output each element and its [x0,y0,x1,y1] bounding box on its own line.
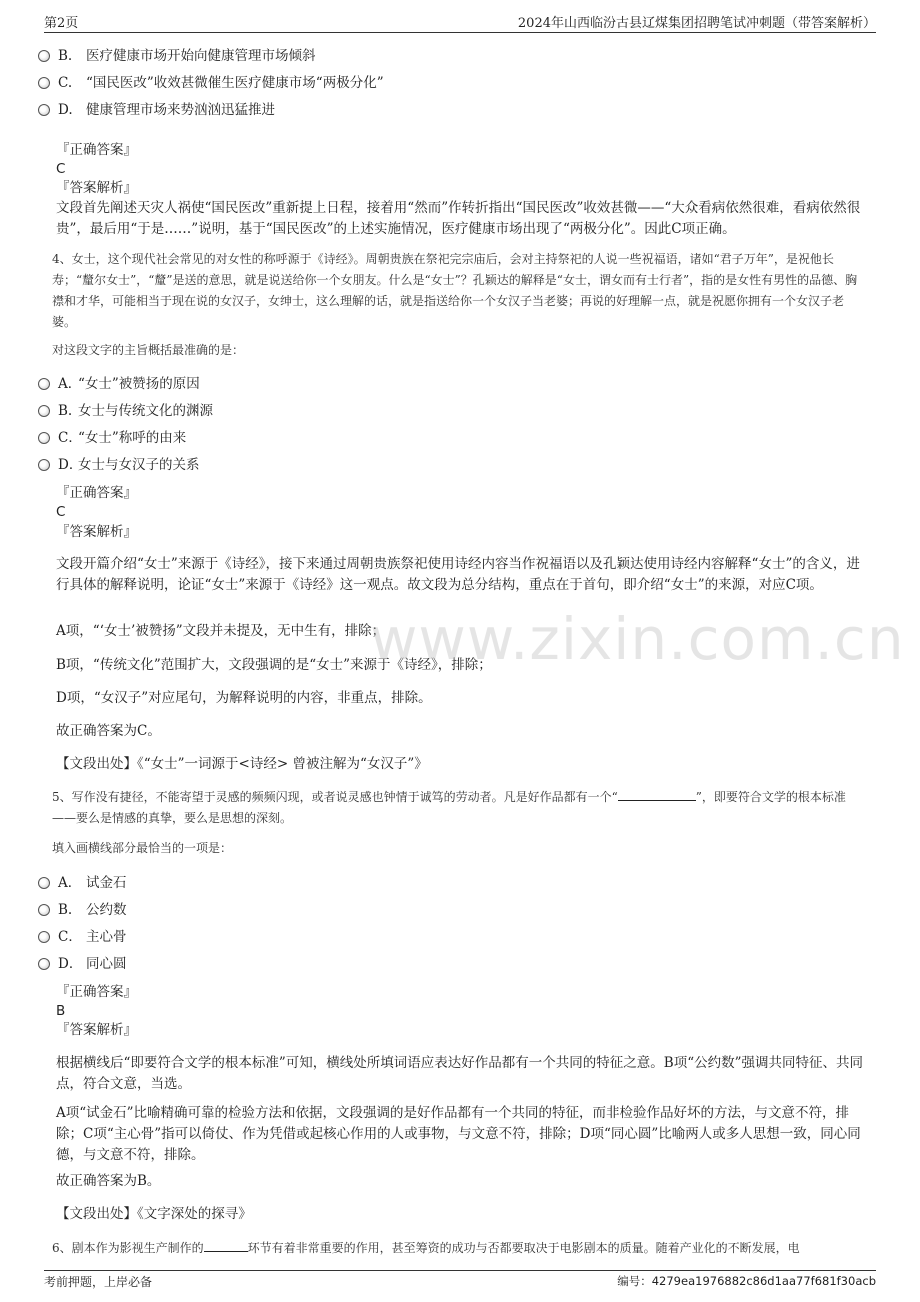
option-letter: A． [58,875,82,891]
option-text: 主心骨 [86,929,127,945]
q5-prompt: 填入画横线部分最恰当的一项是： [52,841,233,855]
q4-analysis-4: D项，“女汉子”对应尾句，为解释说明的内容，非重点，排除。 [56,690,432,706]
fill-blank [204,1239,248,1252]
q4-analysis-5: 故正确答案为C。 [56,723,161,739]
q4-answer-label: 『正确答案』 [56,485,137,501]
q5-source: 【文段出处】《文字深处的探寻》 [56,1206,252,1222]
radio-icon[interactable] [38,459,50,471]
q5-question [52,787,862,829]
option-text: “女士”称呼的由来 [78,430,187,446]
q5-analysis-1: 根据横线后“即要符合文学的根本标准”可知，横线处所填词语应表达好作品都有一个共同的特征之意。B项“公约数”强调共同特征、共同点，符合文意，当选。 [56,1055,864,1092]
page-header [44,10,876,33]
watermark: www.zixin.com.cn [370,605,905,673]
q5-text-before: 5、写作没有捷径，不能寄望于灵感的频频闪现，或者说灵感也钟情于诚笃的劳动者。凡是好作品都有一个“ [52,790,618,804]
q4-source: 【文段出处】《“女士”一词源于<诗经> 曾被注解为“女汉子”》 [56,756,428,772]
q4-analysis-2: A项，“‘女士’被赞扬”文段并未提及，无中生有，排除； [56,623,386,639]
q4-analysis-1: 文段开篇介绍“女士”来源于《诗经》，接下来通过周朝贵族祭祀使用诗经内容当作祝福语以及孔颖达使用诗经内容解释“女士”的含义，进行具体的解释说明，论证“女士”来源于《诗经》这一观点。故文段为总分结构，重点在于首句，即介绍“女士”的来源，对应C项。 [56,556,860,593]
option-text: 女士与传统文化的渊源 [78,403,213,419]
fill-blank [618,788,696,801]
option-letter: A． [58,376,82,392]
radio-icon[interactable] [38,50,50,62]
option-letter: B. [58,902,73,918]
q5-answer-label: 『正确答案』 [56,984,137,1000]
footer-slogan: 考前押题，上岸必备 [44,1275,153,1289]
q3-answer-label: 『正确答案』 [56,142,137,158]
radio-icon[interactable] [38,432,50,444]
document-id: 编号：4279ea1976882c86d1aa77f681f30acb [617,1274,876,1288]
option-letter: C． [58,929,82,945]
option-text: 女士与女汉子的关系 [78,457,200,473]
q3-answer: C [56,161,66,177]
radio-icon[interactable] [38,958,50,970]
radio-icon[interactable] [38,931,50,943]
option-text: “国民医改”收效甚微催生医疗健康市场“两极分化” [86,75,384,91]
option-letter: D． [58,956,83,972]
option-text: 同心圆 [86,956,127,972]
q4-answer: C [56,504,66,520]
q6-question [52,1238,862,1259]
radio-icon[interactable] [38,77,50,89]
q6-text-after: 环节有着非常重要的作用，甚至筹资的成功与否都要取决于电影剧本的质量。随着产业化的不断发展，电 [247,1241,800,1255]
q4-question: 4、女士，这个现代社会常见的对女性的称呼源于《诗经》。周朝贵族在祭祀完宗庙后，会对主持祭祀的人说一些祝福语，诸如“君子万年”，是祝他长寿；“釐尔女士”，“釐”是送的意思，就是说送给你一个女朋友。什么是“女士”？孔颖达的解释是“女士，谓女而有士行者”，指的是女性有男性的品德、胸襟和才华，可能相当于现在说的女汉子，女绅士，这么理解的话，就是指送给你一个女汉子当老婆；再说的好理解一点，就是祝愿你拥有一个女汉子老婆。 [52,252,858,329]
q4-analysis-label: 『答案解析』 [56,524,137,540]
option-text: 健康管理市场来势汹汹迅猛推进 [86,102,275,118]
q4-prompt: 对这段文字的主旨概括最准确的是： [52,343,245,357]
q3-analysis-label: 『答案解析』 [56,180,137,196]
q5-analysis-2: A项“试金石”比喻精确可靠的检验方法和依据，文段强调的是好作品都有一个共同的特征，而非检验作品好坏的方法，与文意不符，排除；C项“主心骨”指可以倚仗、作为凭借或起核心作用的人或事物，与文意不符，排除；D项“同心圆”比喻两人或多人思想一致，同心同德，与文意不符，排除。 [56,1105,861,1163]
q5-analysis-label: 『答案解析』 [56,1022,137,1038]
radio-icon[interactable] [38,904,50,916]
q4-analysis-3: B项，“传统文化”范围扩大，文段强调的是“女士”来源于《诗经》，排除； [56,657,492,673]
radio-icon[interactable] [38,405,50,417]
page-number: 第2页 [44,16,79,31]
radio-icon[interactable] [38,877,50,889]
q5-analysis-3: 故正确答案为B。 [56,1173,161,1189]
option-letter: D. [58,102,73,118]
option-letter: C. [58,75,73,91]
option-letter: B. [58,48,73,64]
option-text: 公约数 [86,902,127,918]
q3-analysis: 文段首先阐述天灾人祸使“国民医改”重新提上日程，接着用“然而”作转折指出“国民医改”收效甚微——“大众看病依然很难，看病依然很贵”，最后用“于是……”说明，基于“国民医改”的上述实施情况，医疗健康市场出现了“两极分化”。因此C项正确。 [56,200,861,237]
option-text: 试金石 [86,875,127,891]
option-letter: B. [58,403,73,419]
option-text: “女士”被赞扬的原因 [78,376,200,392]
document-title: 2024年山西临汾古县辽煤集团招聘笔试冲刺题（带答案解析） [517,16,876,31]
q5-answer: B [56,1003,66,1019]
option-letter: C． [58,430,82,446]
option-letter: D． [58,457,83,473]
q6-text-before: 6、剧本作为影视生产制作的 [52,1241,204,1255]
option-text: 医疗健康市场开始向健康管理市场倾斜 [86,48,316,64]
radio-icon[interactable] [38,104,50,116]
q5-text-after: ”，即要符合文学的根本标准——要么是情感的真挚，要么是思想的深刻。 [52,790,846,825]
page-footer [44,1270,876,1291]
radio-icon[interactable] [38,378,50,390]
